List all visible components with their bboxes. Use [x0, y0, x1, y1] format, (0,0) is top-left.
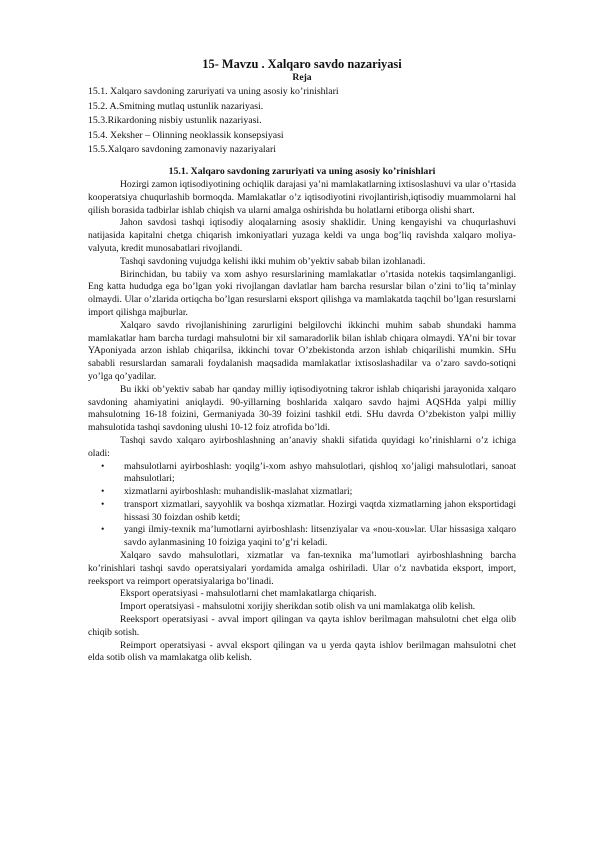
list-item [88, 499, 516, 525]
body-paragraph: Hozirgi zamon iqtisodiyotining ochiqlik darajasi ya’ni mamlakatlarning ixtisoslashuvi va ular o’rtasida kooperatsiya chuqurlashib bormoqda. Mamlakatlar o’z iqtisodiyotini rivojlantirish,iqtisodiy muammolarni hal qilish borasida tadbirlar ishlab chiqish va ularni amalga oshirishda bu holatlarni etiborga olishi shart. [88, 178, 516, 216]
document-page [88, 57, 516, 665]
plan-item: 15.1. Xalqaro savdoning zaruriyati va uning asosiy ko’rinishlari [88, 86, 339, 97]
body-paragraph: Xalqaro savdo mahsulotlari, xizmatlar va fan-texnika ma’lumotlari ayirboshlashning barcha ko’rinishlari tashqi savdo operatsiyalari yordamida amalga oshiriladi. Ular o’z navbatida eksport, import, reeksport va reimport operatsiyalariga bo’linadi. [88, 550, 516, 587]
body-paragraph: Bu ikki ob’yektiv sabab har qanday milliy iqtisodiyotning takror ishlab chiqarishi jarayonida xalqaro savdoning ahamiyatini aniqlaydi. 90-yillarning boshlarida xalqaro savdo hajmi AQSHda yalpi milliy mahsulotning 16-18 foizini, Germaniyada 30-39 foizini tashkil etdi. SHu davrda O’zbekiston yalpi milliy mahsulotida tashqi savdoning ulushi 10-12 foiz atrofida bo’ldi. [88, 383, 516, 434]
plan-item: 15.5.Xalqaro savdoning zamonaviy nazariyalari [88, 144, 276, 156]
list-item-text: mahsulotlarni ayirboshlash: yoqilg’i-xom ashyo mahsulotlari, qishloq xo’jaligi mahsulotlari, sanoat mahsulotlari; [124, 460, 516, 485]
body-paragraph: Xalqaro savdo rivojlanishining zarurligini belgilovchi ikkinchi muhim sabab shundaki hamma mamlakatlar ham barcha turdagi mahsulotni bir xil samaradorlik bilan ishlab chiqara olmaydi. YA’ni bir tovar YAponiyada arzon ishlab chiqarilsa, ikkinchi tovar O’zbekistonda arzon ishlab chiqarilishi mumkin. SHu sababli resurslardan samarali foydalanish maqsadida mamlakatlar ixtisoslashadilar va o’zaro savdo-sotiqni yo’lga qo’yadilar. [88, 319, 516, 382]
plan-item: 15.3.Rikardoning nisbiy ustunlik nazariyasi. [88, 115, 262, 127]
list-item-text: yangi ilmiy-texnik ma’lumotlarni ayirboshlash: litsenziyalar va «nou-xou»lar. Ular hissasiga xalqaro savdo aylanmasining 10 foiziga yaqini to’g’ri keladi. [124, 524, 516, 549]
body-paragraph: Tashqi savdoning vujudga kelishi ikki muhim ob’yektiv sabab bilan izohlanadi. [120, 255, 426, 267]
list-item [88, 486, 516, 499]
plan-item: 15.2. A.Smitning mutlaq ustunlik nazariyasi. [88, 100, 264, 112]
plan-list [88, 85, 516, 158]
list-item-text: xizmatlarni ayirboshlash: muhandislik-maslahat xizmatlari; [124, 486, 353, 498]
body-paragraph: Birinchidan, bu tabiiy va xom ashyo resurslarining mamlakatlar o’rtasida notekis taqsimlanganligi. Eng katta hududga ega bo’lgan yoki rivojlangan davlatlar ham barcha resurslar bilan o’zini to’liq ta’minlay olmaydi. Ular o’zlarida ortiqcha bo’lgan resurslarni eksport qilishga va mamlakatda taqchil bo’lgan resurslarni import qilishga majburlar. [88, 268, 516, 318]
list-item [88, 524, 516, 550]
bullet-icon: • [101, 524, 105, 536]
bullet-icon: • [101, 460, 105, 472]
section-heading: 15.1. Xalqaro savdoning zaruriyati va uning asosiy ko’rinishlari [168, 165, 436, 177]
bullet-icon: • [101, 498, 105, 510]
plan-item: 15.4. Xeksher – Olinning neoklassik konsepsiyasi [88, 129, 284, 141]
body-paragraph: Reimport operatsiyasi - avval eksport qilingan va u yerda qayta ishlov berilmagan mahsulotni chet elda sotib olish va mamlakatga olib kelish. [88, 639, 516, 664]
body-paragraph: Reeksport operatsiyasi - avval import qilingan va qayta ishlov berilmagan mahsulotni chet elga olib chiqib sotish. [88, 614, 516, 638]
body-paragraph: Jahon savdosi tashqi iqtisodiy aloqalarning asosiy shaklidir. Uning kengayishi va chuqurlashuvi natijasida kapitalni chetga chiqarish imkoniyatlari yuzaga keldi va unga bog’liq ravishda xalqaro moliya-valyuta, kredit munosabatlari rivojlandi. [88, 217, 516, 254]
body-paragraph: Import operatsiyasi - mahsulotni xorijiy sherikdan sotib olish va uni mamlakatga olib kelish. [120, 601, 476, 613]
body-paragraph: Tashqi savdo xalqaro ayirboshlashning an’anaviy shakli sifatida quyidagi ko’rinishlarni o’z ichiga oladi: [88, 434, 516, 459]
body-paragraph: Eksport operatsiyasi - mahsulotlarni chet mamlakatlarga chiqarish. [120, 588, 377, 600]
list-item [88, 461, 516, 487]
forms-list [88, 461, 516, 551]
bullet-icon: • [101, 486, 105, 498]
list-item-text: transport xizmatlari, sayyohlik va boshqa xizmatlar. Hozirgi vaqtda xizmatlarning jahon eksportidagi hissasi 30 foizdan oshib ketdi; [124, 498, 516, 523]
plan-heading: Reja [292, 72, 312, 83]
document-title: 15- Mavzu . Xalqaro savdo nazariyasi [202, 57, 402, 71]
